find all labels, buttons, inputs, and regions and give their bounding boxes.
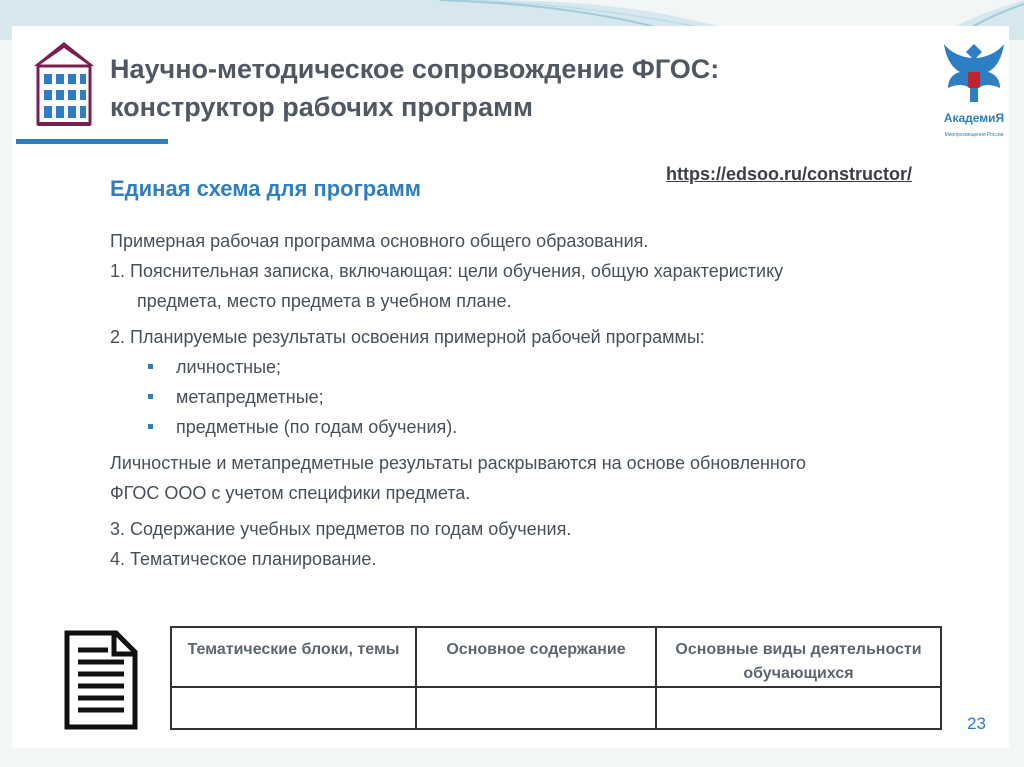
bullet-item bbox=[110, 382, 900, 412]
bullet-text: метапредметные; bbox=[176, 387, 324, 407]
table-row bbox=[171, 687, 941, 729]
results-note-line-1: Личностные и метапредметные результаты раскрываются на основе обновленного bbox=[110, 453, 807, 473]
list-item-1-continuation: предмета, место предмета в учебном плане. bbox=[137, 291, 512, 311]
bullet-icon bbox=[148, 424, 153, 429]
planning-table bbox=[170, 626, 942, 730]
title-line-1: Научно-методическое сопровождение ФГОС: bbox=[110, 54, 720, 84]
column-header-topics: Тематические блоки, темы bbox=[171, 627, 416, 687]
intro-text: Примерная рабочая программа основного общего образования. bbox=[110, 231, 649, 251]
list-item-3: 3. Содержание учебных предметов по годам обучения. bbox=[110, 519, 572, 539]
results-note-line-2: ФГОС ООО с учетом специфики предмета. bbox=[110, 483, 471, 503]
academy-logo-caption: Минпросвещения России bbox=[944, 132, 1004, 138]
list-item-2: 2. Планируемые результаты освоения примерной рабочей программы: bbox=[110, 327, 705, 347]
table-cell bbox=[171, 687, 416, 729]
title-underline bbox=[16, 139, 168, 144]
bullet-icon bbox=[148, 394, 153, 399]
list-item-4: 4. Тематическое планирование. bbox=[110, 549, 377, 569]
bullet-icon bbox=[148, 364, 153, 369]
table-cell bbox=[656, 687, 941, 729]
list-item-1: 1. Пояснительная записка, включающая: цели обучения, общую характеристику bbox=[110, 261, 784, 281]
program-description bbox=[110, 226, 900, 574]
table-header-row bbox=[171, 627, 941, 687]
constructor-link[interactable]: https://edsoo.ru/constructor/ bbox=[666, 164, 913, 184]
academy-logo-icon bbox=[940, 38, 1008, 142]
section-subtitle: Единая схема для программ bbox=[110, 176, 421, 201]
slide bbox=[12, 26, 1009, 748]
page-number: 23 bbox=[967, 714, 986, 733]
column-header-content: Основное содержание bbox=[416, 627, 656, 687]
table-cell bbox=[416, 687, 656, 729]
bullet-text: предметные (по годам обучения). bbox=[176, 417, 458, 437]
column-header-activities: Основные виды деятельности обучающихся bbox=[656, 627, 941, 687]
building-logo-icon bbox=[30, 36, 102, 132]
page-title bbox=[110, 50, 719, 126]
bullet-item bbox=[110, 412, 900, 442]
bullet-text: личностные; bbox=[176, 357, 282, 377]
academy-logo-name: АкадемиЯ bbox=[943, 111, 1005, 125]
title-line-2: конструктор рабочих программ bbox=[110, 92, 534, 122]
bullet-item bbox=[110, 352, 900, 382]
document-icon bbox=[64, 630, 138, 730]
